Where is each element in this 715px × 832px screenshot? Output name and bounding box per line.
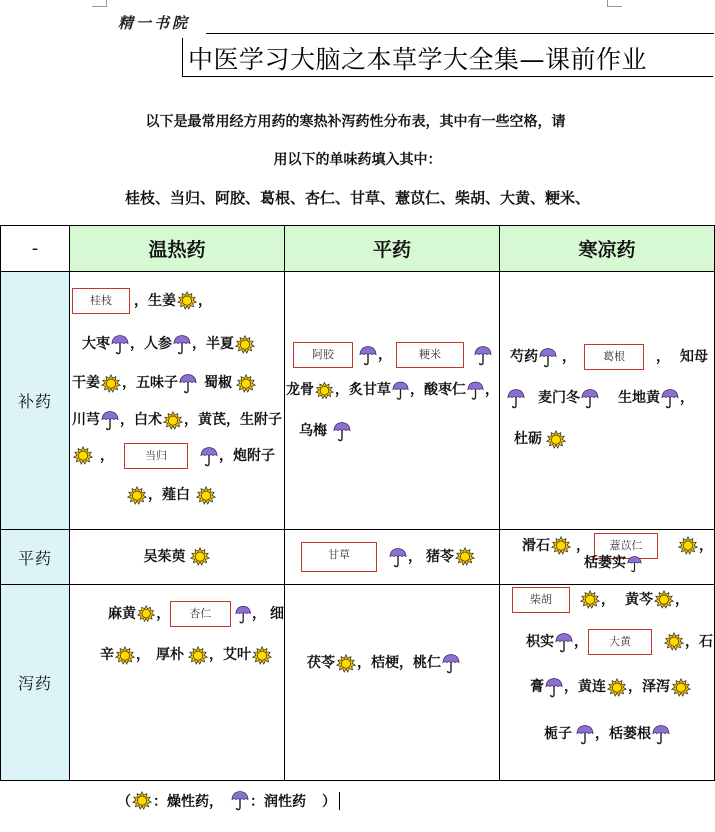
legend-dry-label: ：燥性药， xyxy=(153,793,223,810)
comma: ， xyxy=(576,537,590,554)
sun-icon xyxy=(654,590,674,610)
sun-icon xyxy=(73,446,93,466)
herb-name: 膏 xyxy=(530,679,544,695)
sun-icon xyxy=(315,381,334,401)
header-rule xyxy=(206,33,714,34)
herb-name: 薤白 xyxy=(162,487,190,503)
sun-icon xyxy=(115,646,135,666)
comma: ， xyxy=(136,647,150,663)
sun-icon xyxy=(252,646,272,666)
sun-icon xyxy=(455,547,475,567)
answer-blank[interactable]: 粳米 xyxy=(396,342,464,368)
herb-name: 滑石 xyxy=(522,537,550,554)
cell-purge-cold xyxy=(500,585,715,781)
sun-icon xyxy=(580,590,600,610)
answer-blank[interactable]: 葛根 xyxy=(584,344,644,370)
sun-icon xyxy=(607,678,627,698)
herb-name: 黄芩 xyxy=(625,591,653,608)
comma: ， xyxy=(219,447,233,464)
comma: ， xyxy=(209,647,223,663)
comma: ， xyxy=(122,375,136,391)
herb-name: 枳实 xyxy=(526,633,554,650)
comma: ， xyxy=(675,591,689,608)
comma: ， xyxy=(148,487,162,503)
sun-icon xyxy=(235,335,255,355)
sun-icon xyxy=(177,291,197,311)
herb-name: 川芎 xyxy=(72,412,100,428)
comma: ， xyxy=(378,346,392,363)
herb-name: 细 xyxy=(270,605,284,622)
herb-name: 黄连 xyxy=(578,679,606,695)
comma: ， xyxy=(484,382,499,398)
herb-name: 大枣 xyxy=(82,336,110,352)
umbrella-icon xyxy=(333,421,351,442)
sun-icon xyxy=(671,678,691,698)
herb-name: 白术 xyxy=(134,412,162,428)
legend-moist-label: ：润性药 xyxy=(250,793,306,810)
intro-line-1: 以下是最常用经方用药的寒热补泻药性分布表，其中有一些空格，请 xyxy=(145,114,566,130)
column-header-neutral: 平药 xyxy=(285,226,500,272)
comma: ， xyxy=(595,726,609,742)
herb-name: 半夏 xyxy=(206,336,234,352)
cell-purge-warm xyxy=(70,585,285,781)
herb-list: 桂枝、当归、阿胶、葛根、杏仁、甘草、薏苡仁、柴胡、大黄、粳米、 xyxy=(124,189,590,207)
comma: ， xyxy=(699,537,713,554)
herb-name: 桔梗，桃仁 xyxy=(371,655,441,671)
answer-blank[interactable]: 阿胶 xyxy=(293,342,353,368)
umbrella-icon xyxy=(661,388,679,409)
comma: ， xyxy=(198,292,212,309)
cell-tonify-warm xyxy=(70,272,285,530)
umbrella-icon xyxy=(101,410,119,431)
umbrella-icon xyxy=(467,380,484,401)
cell-neutral-cold xyxy=(500,530,715,585)
comma: ， xyxy=(408,548,422,565)
intro-line-2: 用以下的单味药填入其中： xyxy=(273,152,442,168)
comma: ， xyxy=(574,633,588,650)
answer-blank[interactable]: 杏仁 xyxy=(170,601,230,627)
comma: ， xyxy=(100,447,114,464)
umbrella-icon xyxy=(507,388,525,409)
sun-icon xyxy=(336,654,356,674)
umbrella-icon xyxy=(474,345,492,366)
comma: ， xyxy=(130,336,144,352)
comma: ， xyxy=(680,390,694,406)
herb-name: 厚朴 xyxy=(156,647,184,663)
row-header-tonify: 补药 xyxy=(1,272,70,530)
herb-name: 生姜 xyxy=(148,292,176,309)
comma: ， xyxy=(134,292,148,309)
legend xyxy=(117,790,340,811)
comma: ， xyxy=(562,348,576,365)
brand-logo: 精一书院 xyxy=(118,14,191,32)
answer-blank[interactable]: 薏苡仁 xyxy=(594,533,658,559)
herb-name: 乌梅 xyxy=(299,423,327,439)
herb-name: 茯苓 xyxy=(307,655,335,671)
umbrella-icon xyxy=(231,790,249,811)
herb-name: 杜砺 xyxy=(514,431,542,447)
row-header-neutral: 平药 xyxy=(1,530,70,585)
herb-name: 吴茱萸 xyxy=(143,548,186,565)
cell-tonify-cold xyxy=(500,272,715,530)
herb-property-table xyxy=(0,225,715,781)
answer-blank[interactable]: 柴胡 xyxy=(512,587,570,613)
comma: ， xyxy=(628,679,642,695)
text-cursor xyxy=(339,792,340,810)
sun-icon xyxy=(163,411,183,431)
page-corner-mark xyxy=(607,0,622,7)
umbrella-icon xyxy=(359,345,377,366)
herb-name: 辛 xyxy=(100,647,114,663)
herb-name: 生地黄 xyxy=(618,390,660,406)
herb-name: 麻黄 xyxy=(108,605,136,622)
page-title: 中医学习大脑之本草学大全集—课前作业 xyxy=(188,45,648,74)
umbrella-icon xyxy=(389,547,407,568)
cell-tonify-neutral xyxy=(285,272,500,530)
herb-name: 黄芪，生附子 xyxy=(198,412,282,428)
umbrella-icon xyxy=(111,334,129,355)
umbrella-icon xyxy=(627,555,642,573)
column-header-warm: 温热药 xyxy=(70,226,285,272)
herb-name: 知母 xyxy=(680,348,708,365)
umbrella-icon xyxy=(539,347,557,368)
comma: ， xyxy=(357,655,371,671)
umbrella-icon xyxy=(576,724,594,745)
herb-name: 干姜 xyxy=(72,375,100,391)
sun-icon xyxy=(236,374,256,394)
herb-name: 炮附子 xyxy=(233,447,275,464)
column-header-cold: 寒凉药 xyxy=(500,226,715,272)
legend-open-paren: （ xyxy=(117,793,131,810)
umbrella-icon xyxy=(200,446,218,467)
row-header-purge: 泻药 xyxy=(1,585,70,781)
legend-close-paren: ） xyxy=(322,793,336,810)
sun-icon xyxy=(664,632,684,652)
answer-blank[interactable]: 大黄 xyxy=(588,629,652,655)
sun-icon xyxy=(101,374,121,394)
comma: ， xyxy=(601,591,615,608)
comma: ， xyxy=(334,382,349,398)
comma: ， xyxy=(192,336,206,352)
comma: ， xyxy=(252,605,266,622)
sun-icon xyxy=(546,430,566,450)
comma: ， xyxy=(156,605,171,622)
herb-name: 猪苓 xyxy=(426,548,454,565)
herb-name: 石 xyxy=(699,633,713,650)
herb-name: 五味子 xyxy=(136,375,178,391)
answer-blank[interactable]: 当归 xyxy=(124,443,188,469)
sun-icon xyxy=(188,646,208,666)
sun-icon xyxy=(196,486,216,506)
herb-name: 芍药 xyxy=(510,348,538,365)
umbrella-icon xyxy=(442,653,460,674)
herb-name: 炙甘草 xyxy=(348,382,391,398)
cell-purge-neutral xyxy=(285,585,500,781)
answer-blank[interactable]: 桂枝 xyxy=(72,288,130,314)
sun-icon xyxy=(190,547,210,567)
comma: ， xyxy=(564,679,578,695)
comma: ， xyxy=(409,382,424,398)
herb-name: 栀子 xyxy=(544,726,572,742)
herb-name: 艾叶 xyxy=(223,647,251,663)
sun-icon xyxy=(132,791,152,811)
herb-name: 龙骨 xyxy=(286,382,314,398)
comma: ， xyxy=(184,412,198,428)
answer-blank[interactable]: 甘草 xyxy=(301,542,377,572)
umbrella-icon xyxy=(235,604,251,625)
comma: ， xyxy=(120,412,134,428)
herb-name: 泽泻 xyxy=(642,679,670,695)
umbrella-icon xyxy=(392,380,409,401)
herb-name: 栝蒌实 xyxy=(584,555,626,571)
umbrella-icon xyxy=(545,677,563,698)
comma: ， xyxy=(656,348,670,365)
cell-neutral-warm xyxy=(70,530,285,585)
herb-name: 酸枣仁 xyxy=(423,382,466,398)
table-corner: - xyxy=(1,226,70,272)
umbrella-icon xyxy=(652,724,670,745)
sun-icon xyxy=(137,604,155,624)
herb-name: 蜀椒 xyxy=(204,375,232,391)
cell-neutral-neutral xyxy=(285,530,500,585)
herb-name: 麦门冬 xyxy=(538,390,580,406)
comma: ， xyxy=(685,633,699,650)
umbrella-icon xyxy=(173,334,191,355)
herb-name: 人参 xyxy=(144,336,172,352)
herb-name: 栝蒌根 xyxy=(609,726,651,742)
umbrella-icon xyxy=(179,373,197,394)
umbrella-icon xyxy=(581,388,599,409)
page-corner-mark xyxy=(92,0,107,7)
sun-icon xyxy=(127,486,147,506)
umbrella-icon xyxy=(555,632,573,653)
